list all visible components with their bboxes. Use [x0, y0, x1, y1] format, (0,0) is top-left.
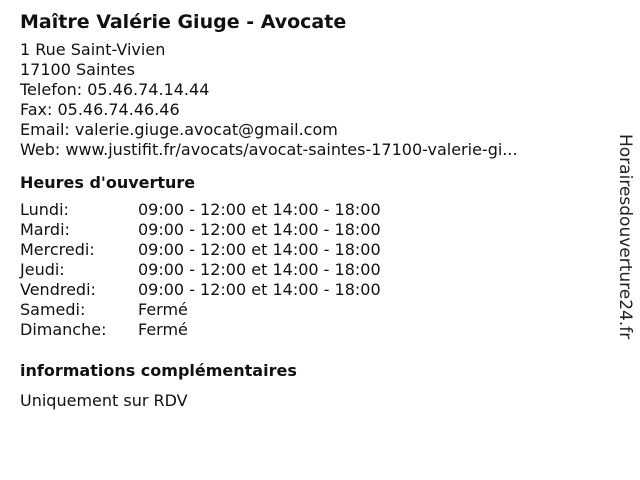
hours-row-sunday: [20, 320, 600, 340]
business-name: Maître Valérie Giuge - Avocate: [20, 11, 347, 33]
fax-number: Fax: 05.46.74.46.46: [20, 100, 180, 119]
day-label: Lundi:: [20, 200, 69, 219]
day-label: Vendredi:: [20, 280, 96, 299]
hours-row-friday: [20, 280, 600, 300]
day-hours: 09:00 - 12:00 et 14:00 - 18:00: [138, 260, 381, 279]
site-watermark: Horairesdouverture24.fr: [615, 134, 635, 340]
day-label: Samedi:: [20, 300, 86, 319]
hours-row-wednesday: [20, 240, 600, 260]
website-url: Web: www.justifit.fr/avocats/avocat-saintes-17100-valerie-gi...: [20, 140, 518, 159]
email-address: Email: valerie.giuge.avocat@gmail.com: [20, 120, 338, 139]
business-card: [20, 8, 600, 411]
day-hours: Fermé: [138, 300, 188, 319]
hours-row-thursday: [20, 260, 600, 280]
additional-info-title: informations complémentaires: [20, 361, 297, 380]
day-hours: 09:00 - 12:00 et 14:00 - 18:00: [138, 220, 381, 239]
day-hours: 09:00 - 12:00 et 14:00 - 18:00: [138, 280, 381, 299]
additional-info-text: Uniquement sur RDV: [20, 391, 188, 410]
hours-row-tuesday: [20, 220, 600, 240]
opening-hours-title: Heures d'ouverture: [20, 173, 196, 192]
day-label: Jeudi:: [20, 260, 65, 279]
day-label: Mercredi:: [20, 240, 95, 259]
opening-hours-list: [20, 200, 600, 340]
day-hours: 09:00 - 12:00 et 14:00 - 18:00: [138, 240, 381, 259]
day-label: Mardi:: [20, 220, 70, 239]
day-hours: Fermé: [138, 320, 188, 339]
day-hours: 09:00 - 12:00 et 14:00 - 18:00: [138, 200, 381, 219]
hours-row-saturday: [20, 300, 600, 320]
hours-row-monday: [20, 200, 600, 220]
day-label: Dimanche:: [20, 320, 107, 339]
address-city: 17100 Saintes: [20, 60, 135, 79]
address-street: 1 Rue Saint-Vivien: [20, 40, 166, 59]
phone-number: Telefon: 05.46.74.14.44: [20, 80, 210, 99]
